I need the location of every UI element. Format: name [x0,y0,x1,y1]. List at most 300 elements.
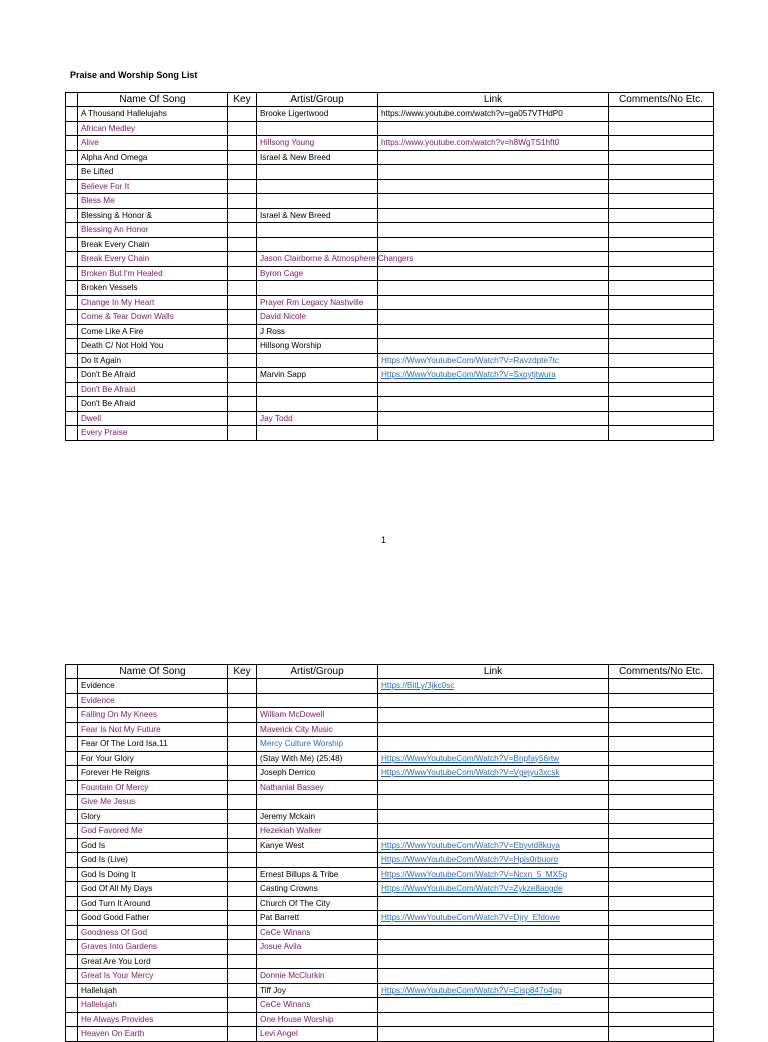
table-row [66,693,714,708]
key-cell [228,179,257,194]
table-row [66,1027,714,1042]
song-name-cell: A Thousand Hallelujahs [78,107,228,122]
header-artist-group: Artist/Group [257,93,378,107]
link-cell[interactable]: Https://WwwYoutubeCom/Watch?V=Ncxn_5_MX5g [378,867,609,882]
table-row [66,940,714,955]
page-number: 1 [381,535,387,545]
song-name-cell: Great Is Your Mercy [78,969,228,984]
artist-cell [257,693,378,708]
song-name-cell: Alpha And Omega [78,150,228,165]
key-cell [228,310,257,325]
link-cell [378,382,609,397]
song-name-cell: Graves Into Gardens [78,940,228,955]
key-cell [228,1027,257,1042]
comments-cell [609,824,714,839]
row-marker-cell [66,295,78,310]
table-row [66,838,714,853]
key-cell [228,998,257,1013]
table-row [66,896,714,911]
link-cell [378,708,609,723]
key-cell [228,252,257,267]
song-name-cell: Don't Be Afraid [78,368,228,383]
table-row [66,722,714,737]
song-name-cell: Heaven On Earth [78,1027,228,1042]
key-cell [228,722,257,737]
song-name-cell: Be Lifted [78,165,228,180]
table-row [66,795,714,810]
comments-cell [609,882,714,897]
header-key: Key [228,665,257,679]
song-name-cell: Blessing & Honor & [78,208,228,223]
link-cell[interactable]: Https://WwwYoutubeCom/Watch?V=Hpis0rbuoro [378,853,609,868]
table-row [66,281,714,296]
key-cell [228,809,257,824]
link-cell [378,693,609,708]
link-cell[interactable]: Https://WwwYoutubeCom/Watch?V=Ebyvid8kuya [378,838,609,853]
table-row [66,925,714,940]
row-marker-cell [66,179,78,194]
row-marker-cell [66,969,78,984]
table-row [66,824,714,839]
row-marker-cell [66,252,78,267]
artist-cell: Hillsong Young [257,136,378,151]
row-marker-cell [66,824,78,839]
row-marker-cell [66,708,78,723]
comments-cell [609,295,714,310]
key-cell [228,708,257,723]
table-row [66,983,714,998]
song-name-cell: Glory [78,809,228,824]
comments-cell [609,998,714,1013]
table-row [66,809,714,824]
link-cell[interactable]: Https://WwwYoutubeCom/Watch?V=Sxoytjtwura [378,368,609,383]
key-cell [228,954,257,969]
row-marker-cell [66,150,78,165]
song-table-page-2 [65,664,714,1042]
song-name-cell: African Medley [78,121,228,136]
header-key: Key [228,93,257,107]
song-name-cell: Break Every Chain [78,237,228,252]
artist-cell: Prayer Rm Legacy Nashville [257,295,378,310]
table-row [66,208,714,223]
header-link: Link [378,93,609,107]
link-cell [378,194,609,209]
artist-cell: CeCe Winans [257,925,378,940]
artist-cell: Casting Crowns [257,882,378,897]
row-marker-cell [66,208,78,223]
row-marker-cell [66,896,78,911]
key-cell [228,353,257,368]
link-cell [378,998,609,1013]
row-marker-cell [66,121,78,136]
comments-cell [609,925,714,940]
key-cell [228,911,257,926]
key-cell [228,737,257,752]
song-name-cell: Fear Of The Lord Isa,11 [78,737,228,752]
song-name-cell: Blessing An Honor [78,223,228,238]
song-name-cell: Don't Be Afraid [78,382,228,397]
key-cell [228,983,257,998]
comments-cell [609,795,714,810]
artist-cell: Hezekiah Walker [257,824,378,839]
row-marker-cell [66,679,78,694]
song-name-cell: God Favored Me [78,824,228,839]
link-cell[interactable]: Https://WwwYoutubeCom/Watch?V=Zykze8aogde [378,882,609,897]
table-row [66,165,714,180]
song-name-cell: Bless Me [78,194,228,209]
artist-cell: Kanye West [257,838,378,853]
link-cell [378,925,609,940]
comments-cell [609,766,714,781]
header-name-of-song: Name Of Song [78,93,228,107]
key-cell [228,339,257,354]
link-cell[interactable]: Https://BitLy/3jkc0sc [378,679,609,694]
comments-cell [609,708,714,723]
song-name-cell: Break Every Chain [78,252,228,267]
comments-cell [609,411,714,426]
link-cell[interactable]: Https://WwwYoutubeCom/Watch?V=Cisp847o4gg [378,983,609,998]
row-marker-cell [66,882,78,897]
table-header-row [66,665,714,679]
comments-cell [609,208,714,223]
link-cell [378,737,609,752]
link-cell [378,940,609,955]
song-name-cell: Falling On My Knees [78,708,228,723]
key-cell [228,925,257,940]
table-body [66,679,714,1042]
row-marker-cell [66,339,78,354]
table-row [66,237,714,252]
song-name-cell: God Is Doing It [78,867,228,882]
song-name-cell: Hallelujah [78,983,228,998]
row-marker-cell [66,925,78,940]
table-row [66,310,714,325]
comments-cell [609,136,714,151]
row-marker-cell [66,838,78,853]
comments-cell [609,107,714,122]
song-name-cell: For Your Glory [78,751,228,766]
song-table-page-1 [65,92,714,441]
table-row [66,150,714,165]
song-name-cell: He Always Provides [78,1012,228,1027]
artist-cell [257,179,378,194]
table-row [66,266,714,281]
key-cell [228,237,257,252]
key-cell [228,281,257,296]
artist-cell [257,281,378,296]
link-cell [378,324,609,339]
key-cell [228,266,257,281]
header-artist-group: Artist/Group [257,665,378,679]
link-cell [378,1012,609,1027]
key-cell [228,397,257,412]
artist-cell: Nathanial Bassey [257,780,378,795]
row-marker-cell [66,1012,78,1027]
table-row [66,295,714,310]
row-marker-cell [66,281,78,296]
key-cell [228,1012,257,1027]
key-cell [228,679,257,694]
row-marker-cell [66,223,78,238]
table-body [66,107,714,441]
comments-cell [609,426,714,441]
link-cell [378,795,609,810]
table-row [66,679,714,694]
artist-cell: Jason Clairborne & Atmosphere Changers [257,252,378,267]
row-marker-cell [66,751,78,766]
table-row [66,136,714,151]
artist-cell: Mercy Culture Worship [257,737,378,752]
artist-cell: Israel & New Breed [257,150,378,165]
table-row [66,954,714,969]
artist-cell: Pat Barrett [257,911,378,926]
comments-cell [609,751,714,766]
row-marker-cell [66,194,78,209]
artist-cell: One House Worship [257,1012,378,1027]
comments-cell [609,853,714,868]
header-comments: Comments/No Etc. [609,665,714,679]
row-marker-cell [66,940,78,955]
link-cell[interactable]: Https://WwwYoutubeCom/Watch?V=Vgejyu3xcsk [378,766,609,781]
row-marker-cell [66,165,78,180]
link-cell [378,310,609,325]
artist-cell: William McDowell [257,708,378,723]
link-cell [378,896,609,911]
table-row [66,324,714,339]
link-cell[interactable]: https://www.youtube.com/watch?v=ga057VTHdP0 [378,107,609,122]
song-name-cell: Goodness Of God [78,925,228,940]
artist-cell: Joseph Derrico [257,766,378,781]
comments-cell [609,237,714,252]
artist-cell: (Stay With Me) (25:48) [257,751,378,766]
artist-cell: Israel & New Breed [257,208,378,223]
song-name-cell: Fountain Of Mercy [78,780,228,795]
table-row [66,223,714,238]
row-marker-cell [66,310,78,325]
comments-cell [609,353,714,368]
artist-cell: Brooke Ligertwood [257,107,378,122]
row-marker-cell [66,107,78,122]
artist-cell [257,382,378,397]
comments-cell [609,911,714,926]
link-cell [378,223,609,238]
link-cell[interactable]: Https://WwwYoutubeCom/Watch?V=Bnpfay56rtw [378,751,609,766]
row-marker-cell [66,867,78,882]
table-row [66,397,714,412]
comments-cell [609,838,714,853]
song-name-cell: God Is (Live) [78,853,228,868]
row-marker-cell [66,353,78,368]
row-marker-cell [66,266,78,281]
row-marker-cell [66,368,78,383]
row-marker-cell [66,397,78,412]
header-comments: Comments/No Etc. [609,93,714,107]
row-marker-cell [66,411,78,426]
row-marker-cell [66,693,78,708]
key-cell [228,208,257,223]
key-cell [228,165,257,180]
artist-cell: Tiff Joy [257,983,378,998]
comments-cell [609,940,714,955]
link-cell [378,397,609,412]
row-marker-header [66,665,78,679]
artist-cell: Church Of The City [257,896,378,911]
key-cell [228,382,257,397]
artist-cell [257,165,378,180]
header-link: Link [378,665,609,679]
row-marker-cell [66,911,78,926]
row-marker-header [66,93,78,107]
comments-cell [609,266,714,281]
row-marker-cell [66,998,78,1013]
comments-cell [609,165,714,180]
key-cell [228,693,257,708]
artist-cell [257,237,378,252]
comments-cell [609,121,714,136]
song-name-cell: Don't Be Afraid [78,397,228,412]
song-name-cell: Broken But I'm Healed [78,266,228,281]
link-cell [378,208,609,223]
row-marker-cell [66,382,78,397]
table-row [66,911,714,926]
row-marker-cell [66,795,78,810]
comments-cell [609,150,714,165]
artist-cell: Marvin Sapp [257,368,378,383]
key-cell [228,136,257,151]
song-name-cell: Evidence [78,679,228,694]
artist-cell: Jeremy Mckain [257,809,378,824]
table-row [66,969,714,984]
comments-cell [609,1012,714,1027]
song-name-cell: Broken Vessels [78,281,228,296]
comments-cell [609,983,714,998]
song-name-cell: Forever He Reigns [78,766,228,781]
link-cell [378,722,609,737]
table-row [66,411,714,426]
row-marker-cell [66,809,78,824]
key-cell [228,751,257,766]
comments-cell [609,954,714,969]
table-row [66,708,714,723]
link-cell [378,824,609,839]
table-row [66,737,714,752]
song-name-cell: God Is [78,838,228,853]
link-cell[interactable]: Https://WwwYoutubeCom/Watch?V=Ravzdpte7tc [378,353,609,368]
artist-cell [257,121,378,136]
link-cell [378,165,609,180]
table-row [66,121,714,136]
table-row [66,368,714,383]
key-cell [228,780,257,795]
table-row [66,882,714,897]
link-cell[interactable]: Https://WwwYoutubeCom/Watch?V=Djry_Efdowe [378,911,609,926]
key-cell [228,150,257,165]
comments-cell [609,679,714,694]
key-cell [228,838,257,853]
table-row [66,194,714,209]
key-cell [228,867,257,882]
row-marker-cell [66,722,78,737]
key-cell [228,411,257,426]
row-marker-cell [66,983,78,998]
key-cell [228,223,257,238]
link-cell[interactable]: https://www.youtube.com/watch?v=h8WgTS1hft0 [378,136,609,151]
row-marker-cell [66,737,78,752]
song-name-cell: Come Like A Fire [78,324,228,339]
song-name-cell: Do It Again [78,353,228,368]
row-marker-cell [66,324,78,339]
key-cell [228,853,257,868]
link-cell [378,954,609,969]
page-title: Praise and Worship Song List [70,70,198,80]
link-cell [378,969,609,984]
song-name-cell: Hallelujah [78,998,228,1013]
row-marker-cell [66,780,78,795]
row-marker-cell [66,1027,78,1042]
row-marker-cell [66,766,78,781]
song-name-cell: Believe For It [78,179,228,194]
link-cell [378,121,609,136]
artist-cell: Josue Avila [257,940,378,955]
comments-cell [609,281,714,296]
table-row [66,353,714,368]
comments-cell [609,693,714,708]
comments-cell [609,397,714,412]
song-name-cell: Give Me Jesus [78,795,228,810]
artist-cell: David Nicole [257,310,378,325]
artist-cell: Levi Angel [257,1027,378,1042]
artist-cell: Hillsong Worship [257,339,378,354]
link-cell [378,1027,609,1042]
song-name-cell: Fear Is Not My Future [78,722,228,737]
artist-cell [257,853,378,868]
table-row [66,382,714,397]
song-name-cell: Every Praise [78,426,228,441]
artist-cell: Jay Todd [257,411,378,426]
header-name-of-song: Name Of Song [78,665,228,679]
comments-cell [609,339,714,354]
comments-cell [609,223,714,238]
artist-cell: Ernest Billups & Tribe [257,867,378,882]
song-name-cell: Come & Tear Down Walls [78,310,228,325]
comments-cell [609,194,714,209]
artist-cell [257,795,378,810]
key-cell [228,426,257,441]
song-name-cell: Great Are You Lord [78,954,228,969]
key-cell [228,324,257,339]
key-cell [228,194,257,209]
table-row [66,179,714,194]
comments-cell [609,722,714,737]
table-row [66,998,714,1013]
comments-cell [609,310,714,325]
link-cell [378,281,609,296]
comments-cell [609,969,714,984]
song-name-cell: Good Good Father [78,911,228,926]
comments-cell [609,867,714,882]
link-cell [378,339,609,354]
table-row [66,853,714,868]
song-name-cell: Death C/ Not Hold You [78,339,228,354]
comments-cell [609,896,714,911]
artist-cell [257,426,378,441]
link-cell [378,237,609,252]
comments-cell [609,324,714,339]
song-name-cell: God Of All My Days [78,882,228,897]
artist-cell [257,353,378,368]
song-name-cell: God Turn It Around [78,896,228,911]
key-cell [228,882,257,897]
